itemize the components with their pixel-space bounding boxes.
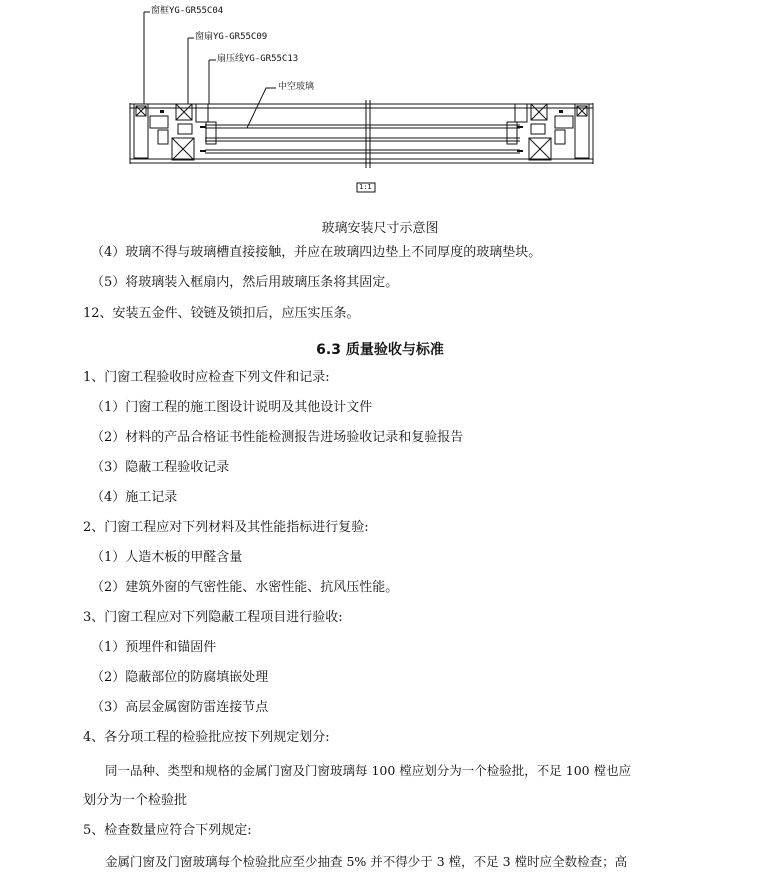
paragraph-line: 4、各分项工程的检验批应按下列规定划分:: [83, 730, 330, 745]
paragraph-line: 划分为一个检验批: [83, 793, 188, 808]
paragraph-line: （4）施工记录: [91, 490, 178, 505]
paragraph-line: 2、门窗工程应对下列材料及其性能指标进行复验:: [83, 520, 369, 535]
paragraph-line: （1）人造木板的甲醛含量: [91, 550, 243, 565]
glass-installation-drawing: [0, 0, 760, 200]
paragraph-line: （5）将玻璃装入框扇内，然后用玻璃压条将其固定。: [91, 275, 399, 290]
paragraph-line: 金属门窗及门窗玻璃每个检验批应至少抽查 5% 并不得少于 3 樘，不足 3 樘时应全数检查；高: [105, 854, 628, 869]
section-heading: 6.3 质量验收与标准: [316, 342, 444, 358]
paragraph-line: （3）隐蔽工程验收记录: [91, 460, 230, 475]
paragraph-line: 同一品种、类型和规格的金属门窗及门窗玻璃每 100 樘应划分为一个检验批，不足 100 樘也应: [105, 763, 632, 778]
paragraph-line: （4）玻璃不得与玻璃槽直接接触，并应在玻璃四边垫上不同厚度的玻璃垫块。: [91, 245, 542, 260]
paragraph-line: 5、检查数量应符合下列规定:: [83, 823, 252, 838]
figure-caption: 玻璃安装尺寸示意图: [321, 221, 439, 236]
callout-insulating-glass: 中空玻璃: [278, 82, 315, 92]
paragraph-line: （1）预埋件和锚固件: [91, 640, 217, 655]
paragraph-line: （1）门窗工程的施工图设计说明及其他设计文件: [91, 400, 373, 415]
callout-window-sash: 窗扇YG-GR55C09: [195, 32, 268, 42]
callout-sash-bead: 扇压线YG-GR55C13: [217, 54, 299, 64]
paragraph-line: 12、安装五金件、铰链及锁扣后，应压实压条。: [83, 306, 360, 321]
paragraph-line: （2）材料的产品合格证书性能检测报告进场验收记录和复验报告: [91, 430, 464, 445]
paragraph-line: （3）高层金属窗防雷连接节点: [91, 700, 269, 715]
callout-window-frame: 窗框YG-GR55C04: [151, 6, 224, 16]
paragraph-line: 3、门窗工程应对下列隐蔽工程项目进行验收:: [83, 610, 343, 625]
section-drawing-svg: [0, 0, 760, 200]
paragraph-line: （2）隐蔽部位的防腐填嵌处理: [91, 670, 269, 685]
scale-label: 1:1: [359, 183, 372, 191]
paragraph-line: （2）建筑外窗的气密性能、水密性能、抗风压性能。: [91, 580, 399, 595]
paragraph-line: 1、门窗工程验收时应检查下列文件和记录:: [83, 370, 330, 385]
